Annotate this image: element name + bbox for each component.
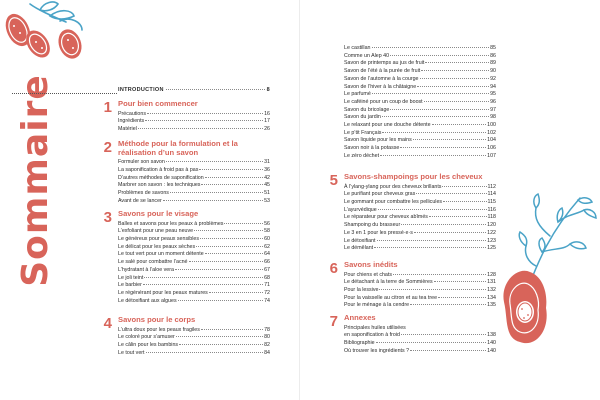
toc-entry[interactable]: Le joli teint 68 bbox=[118, 274, 270, 281]
toc-entry[interactable]: Le salé pour combattre l’acné 66 bbox=[118, 259, 270, 266]
section-title[interactable]: Savons pour le visage bbox=[118, 209, 199, 218]
toc-entry[interactable]: À l’ylang-ylang pour des cheveux brillants 112 bbox=[344, 183, 496, 190]
section-number: 6 bbox=[329, 260, 338, 277]
toc-entry[interactable]: Pour chiens et chats 128 bbox=[344, 271, 496, 278]
toc-entry[interactable]: Le p’tit Français 102 bbox=[344, 129, 496, 136]
toc-entry[interactable]: Le tout vert pour un moment détente 64 bbox=[118, 251, 270, 258]
toc-entry[interactable]: Précautions 16 bbox=[118, 110, 270, 117]
toc-entry[interactable]: D’autres méthodes de saponification 42 bbox=[118, 174, 270, 181]
toc-entry[interactable]: Savon du jardin 98 bbox=[344, 114, 496, 121]
toc-entry[interactable]: Le caféiné pour un coup de boost 96 bbox=[344, 98, 496, 105]
toc-entry[interactable]: Shampoing du brasseur 120 bbox=[344, 222, 496, 229]
section-number: 2 bbox=[103, 139, 112, 156]
section-number: 3 bbox=[103, 209, 112, 226]
toc-entry[interactable]: Marbrer son savon : les techniques 45 bbox=[118, 182, 270, 189]
right-page bbox=[300, 0, 600, 400]
toc-entry[interactable]: Le zéro déchet 107 bbox=[344, 152, 496, 159]
toc-entry[interactable]: Comme un Alep 40 86 bbox=[344, 52, 496, 59]
toc-entry[interactable]: Le câlin pour les bambins 82 bbox=[118, 342, 270, 348]
section-title[interactable]: Méthode pour la formulation et la réalisation d’un savon bbox=[118, 139, 238, 157]
toc-entry[interactable]: Savon du bricolage 97 bbox=[344, 106, 496, 113]
toc-entry[interactable]: Balles et savons pour les peaux à problèmes 56 bbox=[118, 220, 270, 227]
vertical-title-wrap bbox=[10, 73, 60, 287]
toc-entry[interactable]: Principales huiles utilisées bbox=[344, 324, 406, 331]
toc-entry[interactable]: Le gommant pour combattre les pellicules 115 bbox=[344, 199, 496, 205]
toc-entry[interactable]: Le détoxifiant 123 bbox=[344, 237, 496, 244]
toc-entry[interactable]: L’ayurvédique 116 bbox=[344, 206, 496, 213]
toc-entry[interactable]: Avant de se lancer 53 bbox=[118, 197, 270, 204]
section-title[interactable]: Savons-shampoings pour les cheveux bbox=[344, 172, 483, 181]
toc-entry[interactable]: L’ultra doux pour les peaux fragiles 78 bbox=[118, 326, 270, 333]
toc-entry[interactable]: L’hydratant à l’aloe vera 67 bbox=[118, 266, 270, 273]
section-title[interactable]: Savons inédits bbox=[344, 260, 398, 269]
toc-entry[interactable]: Le purifiant pour cheveux gras 114 bbox=[344, 191, 496, 198]
section-title[interactable]: Savons pour le corps bbox=[118, 315, 196, 324]
intro-page: 8 bbox=[266, 87, 270, 93]
toc-entry[interactable]: Savon noir à la potasse 106 bbox=[344, 145, 496, 152]
toc-entry[interactable]: L’exfoliant pour une peau neuve 58 bbox=[118, 228, 270, 235]
section-number: 5 bbox=[329, 172, 338, 189]
toc-entry[interactable]: Le relaxant pour une douche détente 100 bbox=[344, 122, 496, 129]
section-title[interactable]: Pour bien commencer bbox=[118, 99, 198, 108]
divider bbox=[12, 93, 117, 94]
section-title[interactable]: Annexes bbox=[344, 313, 376, 322]
toc-entry[interactable]: Savon de l’été à la purée de fruit 90 bbox=[344, 68, 496, 75]
toc-entry[interactable]: Le réparateur pour cheveux abîmés 118 bbox=[344, 214, 496, 221]
toc-entry[interactable]: Formuler son savon 31 bbox=[118, 159, 270, 166]
continued-entries bbox=[344, 45, 496, 161]
section-number: 1 bbox=[103, 99, 112, 116]
toc-entry[interactable]: Le parfumé 95 bbox=[344, 91, 496, 98]
toc-entry[interactable]: Bibliographie 140 bbox=[344, 340, 496, 346]
toc-entry[interactable]: Le détachant à la terre de Sommières 131 bbox=[344, 279, 496, 286]
almond-leaves-icon bbox=[0, 0, 100, 75]
toc-entry[interactable]: Où trouver les ingrédients ? 140 bbox=[344, 347, 496, 354]
toc-entry[interactable]: Le détoxifiant aux algues 74 bbox=[118, 297, 270, 304]
toc-entry[interactable]: Problèmes de savons 51 bbox=[118, 190, 270, 196]
toc-entry[interactable]: Le généreux pour peaux sensibles 60 bbox=[118, 236, 270, 242]
toc-entry[interactable]: Ingrédients 17 bbox=[118, 118, 270, 125]
page-title: Sommaire bbox=[14, 73, 56, 287]
toc-entry[interactable]: Le 3 en 1 pour les pressé·e·s 122 bbox=[344, 229, 496, 236]
toc-entry[interactable]: Le barbier 71 bbox=[118, 282, 270, 289]
toc-entry[interactable]: Savon liquide pour les mains 104 bbox=[344, 137, 496, 144]
toc-entry[interactable]: Savon de l’hiver à la châtaigne 94 bbox=[344, 83, 496, 90]
toc-entry[interactable]: Savon de printemps au jus de fruit 89 bbox=[344, 60, 496, 67]
leader-dots bbox=[166, 89, 265, 90]
toc-entry[interactable]: La saponification à froid pas à pas 36 bbox=[118, 166, 270, 173]
toc-entry[interactable]: Pour la vaisselle au citron et au tea tree 134 bbox=[344, 294, 496, 301]
avocado-branch-icon bbox=[498, 192, 600, 372]
toc-entry[interactable]: Savon de l’automne à la courge 92 bbox=[344, 75, 496, 82]
toc-entry[interactable]: Le démêlant 125 bbox=[344, 245, 496, 252]
section-number: 7 bbox=[329, 313, 338, 330]
intro-entry[interactable] bbox=[118, 87, 270, 93]
toc-entry[interactable]: Le tout vert 84 bbox=[118, 349, 270, 356]
toc-entry[interactable]: Le régénérant pour les peaux matures 72 bbox=[118, 289, 270, 296]
toc-entry[interactable]: Matériel 26 bbox=[118, 126, 270, 132]
section-number: 4 bbox=[103, 315, 112, 332]
toc-entry[interactable]: Pour le ménage à la cendre 135 bbox=[344, 302, 496, 309]
toc-entry[interactable]: Le délicat pour les peaux sèches 62 bbox=[118, 243, 270, 250]
toc-entry[interactable]: Pour la lessive 132 bbox=[344, 287, 496, 293]
toc-entry[interactable]: en saponification à froid 138 bbox=[344, 332, 496, 339]
toc-entry[interactable]: Le coloré pour s’amuser 80 bbox=[118, 334, 270, 341]
toc-entry[interactable]: Le castillan 85 bbox=[344, 45, 496, 51]
intro-label: INTRODUCTION bbox=[118, 87, 164, 93]
